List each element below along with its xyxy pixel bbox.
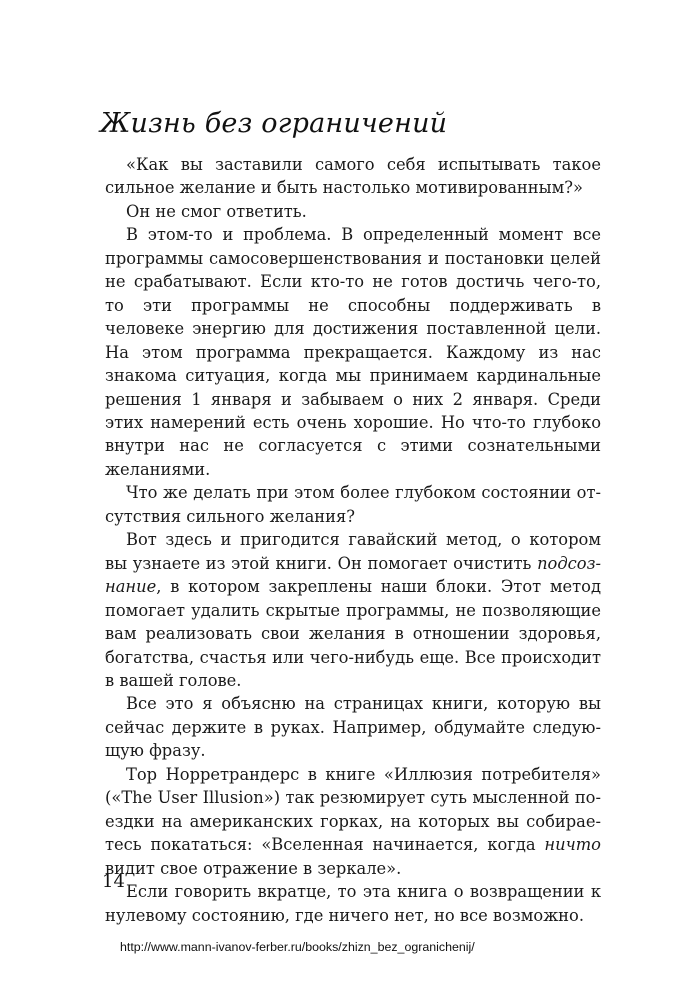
source-url-link[interactable]: http://www.mann-ivanov-ferber.ru/books/zhizn_bez_ogranichenij/ — [120, 940, 475, 954]
body-text — [105, 153, 601, 927]
running-title: Жизнь без ограничений — [100, 108, 448, 139]
paragraph: Он не смог ответить. — [126, 201, 307, 221]
text-run: , в котором закреплены наши блоки. Этот метод помогает удалить скрытые программы, не позволяющие вам реализовать свои желания в отношении здоровья, богатства, счастья или чего-нибудь еще. Все происходит в вашей голове. — [105, 577, 601, 690]
paragraph — [105, 528, 601, 692]
page-number: 14 — [102, 871, 125, 892]
paragraph: «Как вы заставили самого себя испытывать такое сильное желание и быть настолько мотивированным?» — [105, 155, 601, 198]
text-run: Вот здесь и пригодится гавайский метод, о котором вы узнаете из этой книги. Он помогает очистить — [105, 530, 601, 573]
paragraph: Что же делать при этом более глубоком состоянии отсутствия сильного желания? — [105, 483, 601, 526]
emphasis: ничто — [544, 835, 601, 855]
paragraph: Если говорить вкратце, то эта книга о возвращении к нулевому состоянию, где ничего нет, но все возможно. — [105, 882, 601, 925]
text-run: видит свое отражение в зеркале». — [105, 858, 402, 878]
paragraph: В этом-то и проблема. В определенный момент все программы самосовершенствования и постановки целей не срабатывают. Если кто-то не готов достичь чего-то, то эти программы не способны поддерживать в человеке энергию для достижения поставленной цели. На этом программа прекращается. Каждому из нас знакома ситуация, когда мы принимаем кардинальные решения 1 января и забываем о них 2 января. Среди этих намерений есть очень хорошие. Но что-то глубоко внутри нас не согласуется с этими сознательными желаниями. — [105, 225, 601, 479]
paragraph: Все это я объясню на страницах книги, которую вы сейчас держите в руках. Например, обдумайте следующую фразу. — [105, 694, 601, 761]
emphasis: подсознание — [105, 553, 601, 597]
text-run: Тор Норретрандерс в книге «Иллюзия потребителя» («The User Illusion») так резюмирует суть мысленной поездки на американских горках, на которых вы собираетесь покататься: «Вселенная начинается, когда — [105, 764, 601, 855]
paragraph — [105, 763, 601, 880]
